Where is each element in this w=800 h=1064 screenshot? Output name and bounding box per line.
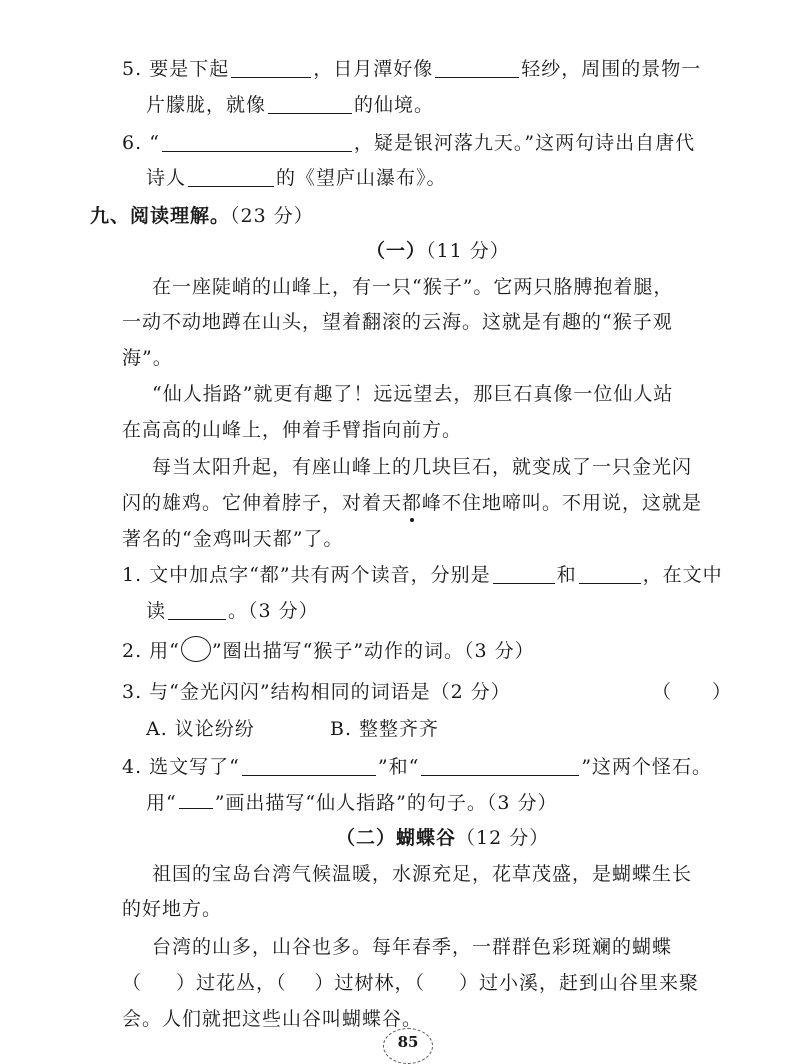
answer-blank[interactable] bbox=[168, 599, 226, 620]
question-6 bbox=[122, 128, 695, 155]
question-text: 要是下起 bbox=[149, 58, 230, 80]
underline-mark bbox=[179, 794, 213, 809]
answer-paren[interactable]: （ ） bbox=[652, 681, 733, 703]
passage-line: 每当太阳升起，有座山峰上的几块巨石，就变成了一只金光闪 bbox=[152, 456, 693, 478]
part-score: （12 分） bbox=[456, 827, 550, 849]
question-text: 3. 与“金光闪闪”结构相同的词语是（2 分） bbox=[122, 681, 511, 703]
question-text: ”画出描写“仙人指路”的句子。（3 分） bbox=[214, 792, 558, 814]
part-1-heading bbox=[366, 236, 510, 263]
section-title: 九、阅读理解。 bbox=[90, 205, 231, 227]
page-number: 85 bbox=[383, 1028, 433, 1064]
dotted-character: 都 bbox=[402, 488, 422, 515]
question-text: ”这两个怪石。 bbox=[581, 756, 713, 778]
circle-icon bbox=[181, 636, 211, 662]
answer-blank[interactable] bbox=[188, 166, 274, 187]
question-text: 读 bbox=[146, 600, 167, 622]
question-5 bbox=[122, 54, 701, 81]
question-3 bbox=[122, 677, 511, 704]
question-4-cont bbox=[146, 788, 558, 815]
question-text: 轻纱，周围的景物一 bbox=[521, 58, 702, 80]
question-text: ”圈出描写“猴子”动作的词。（3 分） bbox=[211, 640, 535, 662]
section-heading bbox=[90, 201, 314, 228]
question-text: ，疑是银河落九天。”这两句诗出自唐代 bbox=[353, 132, 696, 154]
answer-blank[interactable] bbox=[162, 131, 352, 152]
question-text: ，在文中 bbox=[642, 564, 723, 586]
question-4 bbox=[122, 752, 712, 779]
passage-line: 在高高的山峰上，伸着手臂指向前方。 bbox=[122, 419, 463, 441]
question-5-cont bbox=[146, 90, 434, 117]
passage-line: 的好地方。 bbox=[122, 898, 223, 920]
option-b[interactable]: B. 整整齐齐 bbox=[330, 718, 440, 740]
part-score: （11 分） bbox=[426, 240, 510, 262]
question-text: 片朦胧，就像 bbox=[146, 94, 267, 116]
question-text: 1. 文中加点字“都”共有两个读音，分别是 bbox=[122, 564, 491, 586]
question-1-cont bbox=[146, 596, 319, 623]
passage-line: 在一座陡峭的山峰上，有一只“猴子”。它两只胳膊抱着腿， bbox=[152, 276, 674, 298]
question-text: ，日月潭好像 bbox=[313, 58, 434, 80]
answer-blank[interactable] bbox=[231, 57, 311, 78]
question-text: 的仙境。 bbox=[354, 94, 435, 116]
passage-line: 一动不动地蹲在山头，望着翻滚的云海。这就是有趣的“猴子观 bbox=[122, 311, 673, 333]
passage-line bbox=[122, 968, 699, 995]
question-text: ”和“ bbox=[377, 756, 420, 778]
answer-blank[interactable] bbox=[579, 563, 641, 584]
passage-text: （ bbox=[122, 972, 143, 994]
answer-blank[interactable] bbox=[421, 755, 579, 776]
passage-line: 台湾的山多，山谷也多。每年春季，一群群色彩斑斓的蝴蝶 bbox=[152, 936, 673, 958]
question-number: 5. bbox=[122, 58, 143, 80]
passage-line bbox=[122, 488, 702, 515]
option-a[interactable]: A. 议论纷纷 bbox=[146, 718, 255, 740]
question-text: 用“ bbox=[146, 792, 177, 814]
question-text: 和 bbox=[556, 564, 577, 586]
answer-blank[interactable] bbox=[435, 57, 519, 78]
passage-line: 海”。 bbox=[122, 347, 173, 369]
question-text: 。（3 分） bbox=[228, 600, 319, 622]
question-text: 诗人 bbox=[146, 167, 187, 189]
part-title: （一） bbox=[366, 240, 427, 262]
passage-text: 峰不住地啼叫。不用说，这就是 bbox=[422, 492, 703, 514]
section-score: （23 分） bbox=[230, 205, 314, 227]
question-2 bbox=[122, 636, 535, 663]
question-text: “ bbox=[149, 132, 160, 154]
part-title: （二）蝴蝶谷 bbox=[336, 827, 457, 849]
passage-line: 祖国的宝岛台湾气候温暖，水源充足，花草茂盛，是蝴蝶生长 bbox=[152, 863, 693, 885]
question-1 bbox=[122, 560, 723, 587]
passage-line: 会。人们就把这些山谷叫蝴蝶谷。 bbox=[122, 1008, 423, 1030]
question-6-cont bbox=[146, 163, 447, 190]
answer-blank[interactable] bbox=[493, 563, 555, 584]
passage-text: ）过花丛，（ bbox=[176, 972, 287, 994]
answer-blank[interactable] bbox=[242, 755, 376, 776]
part-2-heading bbox=[336, 823, 549, 850]
answer-blank[interactable] bbox=[268, 93, 352, 114]
passage-line: 著名的“金鸡叫天都”了。 bbox=[122, 528, 344, 550]
question-text: 4. 选文写了“ bbox=[122, 756, 240, 778]
question-number: 6. bbox=[122, 132, 143, 154]
passage-text: 闪的雄鸡。它伸着脖子，对着天 bbox=[122, 492, 403, 514]
passage-text: ）过树林，（ bbox=[314, 972, 426, 994]
passage-text: ）过小溪，赶到山谷里来聚 bbox=[459, 972, 700, 994]
question-text: 2. 用“ bbox=[122, 640, 180, 662]
passage-line: “仙人指路”就更有趣了！远远望去，那巨石真像一位仙人站 bbox=[152, 383, 674, 405]
question-text: 的《望庐山瀑布》。 bbox=[276, 167, 447, 189]
